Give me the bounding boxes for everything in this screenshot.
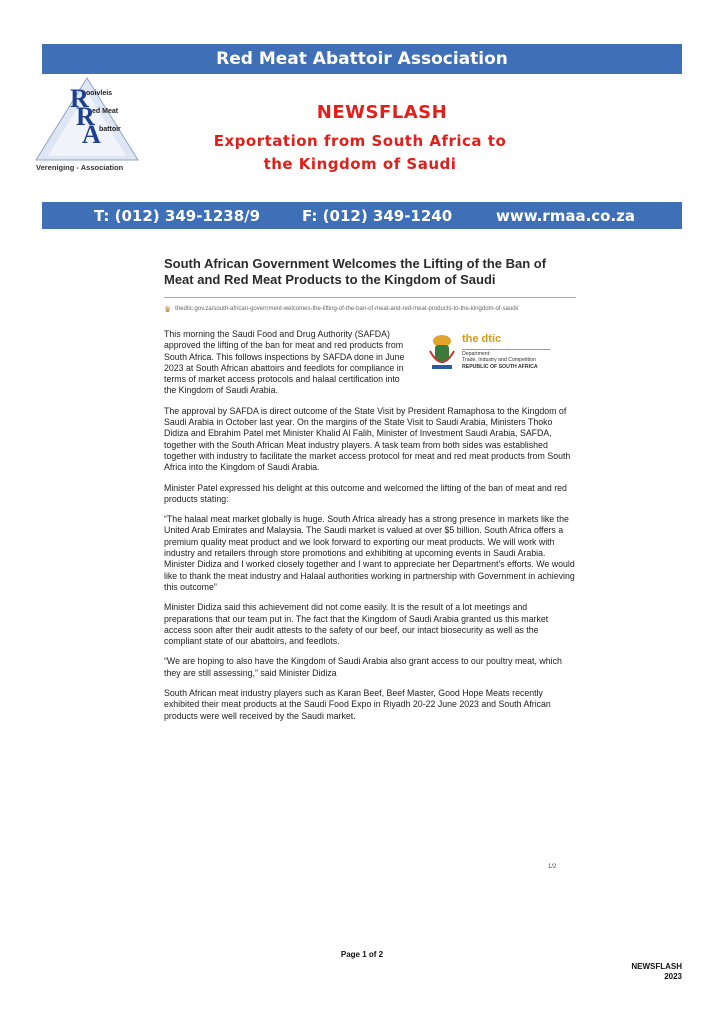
rmaa-logo xyxy=(34,76,140,176)
article-quote-paragraph: “We are hoping to also have the Kingdom of Saudi Arabia also grant access to our poultry meat, which they are still assessing,” said Minister Didiza xyxy=(164,656,562,678)
footer-year: 2023 xyxy=(664,972,682,981)
article-paragraph: Minister Didiza said this achievement did not come easily. It is the result of a lot meetings and preparations that our team put in. The fact that the Kingdom of Saudi Arabia granted us this market access soon after their audit attests to the safety of our beef, our intact biosecurity as well as the compliant state of our abattoirs, and feedlots. xyxy=(164,602,549,647)
dtic-divider xyxy=(462,349,550,350)
footer-newsflash: NEWSFLASH xyxy=(631,962,682,971)
newsflash-subtitle xyxy=(200,130,520,176)
subtitle-line-1: Exportation from South Africa to xyxy=(213,132,507,150)
dtic-logo xyxy=(426,333,576,379)
org-name: Red Meat Abattoir Association xyxy=(216,49,508,69)
page-marker: 1/2 xyxy=(548,864,557,870)
dtic-dept-line-3: REPUBLIC OF SOUTH AFRICA xyxy=(462,363,538,370)
dtic-name: the dtic xyxy=(462,333,502,345)
article-paragraph: This morning the Saudi Food and Drug Authority (SAFDA) approved the lifting of the ban for meat and red products from South Africa. This follows inspections by SAFDA done in June 2023 at South African abattoirs and feedlots for compliance in terms of market access protocols and halaal certification into the Kingdom of Saudi Arabia. xyxy=(164,329,405,396)
fax-number: F: (012) 349-1240 xyxy=(302,207,453,225)
article-paragraph: South African meat industry players such as Karan Beef, Beef Master, Good Hope Meats recently exhibited their meat products at the Saudi Food Expo in Riyadh 20-22 June 2023 and South African products were well received by the Saudi market. xyxy=(164,688,551,721)
article-headline: South African Government Welcomes the Lifting of the Ban of Meat and Red Meat Products to the Kingdom of Saudi xyxy=(164,256,547,287)
intro-block xyxy=(164,329,576,397)
logo-letter-a: A xyxy=(82,120,101,149)
phone-number: T: (012) 349-1238/9 xyxy=(94,207,261,225)
logo-tagline: Vereniging - Association xyxy=(36,163,124,172)
subtitle-line-2: the Kingdom of Saudi xyxy=(263,155,457,173)
logo-letter-r2: R xyxy=(76,102,95,131)
logo-line-3: battoir xyxy=(99,126,121,133)
sa-coat-of-arms-icon xyxy=(426,333,458,373)
source-url[interactable]: thedtic.gov.za/south-african-government-welcomes-the-lifting-of-the-ban-of-meat-and-red-meat-products-to-the-kingdom-of-saudi/ xyxy=(175,306,519,312)
logo-line-1: ooivleis xyxy=(86,90,113,97)
article-paragraph: Minister Patel expressed his delight at this outcome and welcomed the lifting of the ban of meat and red products stating: xyxy=(164,482,567,504)
headline-divider xyxy=(164,297,576,298)
article-quote-paragraph: “The halaal meat market globally is huge. South Africa already has a strong presence in markets like the United Arab Emirates and Malaysia. The Saudi market is valued at over $5 billion. South Africa offers a premium quality meat product and we look forward to exporting our meat products. We will work with industry and retailers through store promotions and exhibiting at upcoming events in Saudi Arabia. Minister Didiza and I worked closely together and I want to appreciate her Department’s efforts. We would like to thank the meat industry and Halaal authorities working in partnership with Government in achieving this outcome” xyxy=(164,514,575,592)
logo-line-2: ed Meat xyxy=(92,108,119,115)
article-paragraph: The approval by SAFDA is direct outcome of the State Visit by President Ramaphosa to the Kingdom of Saudi Arabia in October last year. On the margins of the State Visit to Saudi Arabia, Ministers Thoko Didiza and Ebrahim Patel met Minister Khalid Al Falih, Minister of Investment Saudi Arabia, SAFDA, together with the South African Meat industry players. A task team from both sides was established together with industry to facilitate the market access protocol for meat and red meat products from South Africa into the Kingdom of Saudi Arabia. xyxy=(164,405,571,473)
website-link[interactable]: www.rmaa.co.za xyxy=(496,207,636,225)
page-indicator: Page 1 of 2 xyxy=(340,950,384,959)
contact-banner xyxy=(42,202,682,229)
coat-of-arms-icon: ♛ xyxy=(164,305,172,314)
article xyxy=(164,256,576,731)
org-name-banner xyxy=(42,44,682,74)
dtic-dept-line-2: Trade, Industry and Competition xyxy=(462,357,536,364)
newsflash-title: NEWSFLASH xyxy=(316,102,448,123)
logo-letter-r1: R xyxy=(70,84,89,113)
dtic-dept-line-1: Department: xyxy=(462,351,491,357)
dtic-department xyxy=(462,351,538,370)
source-line xyxy=(164,305,576,314)
footer-label xyxy=(631,962,682,982)
